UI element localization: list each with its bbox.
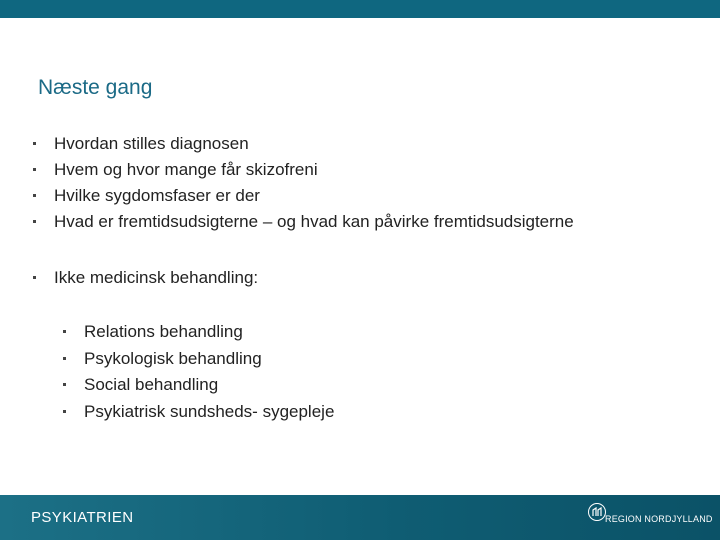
bullet-list-2 (33, 265, 258, 291)
sub-bullet-item (63, 399, 334, 426)
bullet-text: Hvordan stilles diagnosen (54, 134, 249, 153)
sub-bullet-item (63, 319, 334, 346)
top-bar (0, 0, 720, 18)
slide-title: Næste gang (38, 76, 153, 99)
bullet-dot-icon (33, 168, 36, 171)
bullet-dot-icon (33, 194, 36, 197)
sub-bullet-text: Social behandling (84, 375, 219, 394)
bullet-dot-icon (63, 410, 66, 413)
bullet-text: Hvilke sygdomsfaser er der (54, 186, 260, 205)
bullet-item (33, 157, 574, 183)
region-nordjylland-logo: REGION NORDJYLLAND (605, 514, 713, 524)
bullet-dot-icon (33, 220, 36, 223)
footer-bar (0, 495, 720, 540)
bullet-item (33, 265, 258, 291)
bullet-text: Hvem og hvor mange får skizofreni (54, 160, 318, 179)
bullet-text: Hvad er fremtidsudsigterne – og hvad kan påvirke fremtidsudsigterne (54, 212, 574, 231)
bullet-dot-icon (63, 330, 66, 333)
bullet-dot-icon (63, 383, 66, 386)
bullet-dot-icon (33, 142, 36, 145)
region-logo-icon (588, 503, 606, 521)
psykiatrien-logo: PSYKIATRIEN (31, 509, 134, 526)
sub-bullet-item (63, 346, 334, 373)
bullet-item (33, 131, 574, 157)
sub-bullet-text: Relations behandling (84, 322, 243, 341)
bullet-list (33, 131, 574, 235)
bullet-text: Ikke medicinsk behandling: (54, 268, 259, 287)
bullet-dot-icon (63, 357, 66, 360)
sub-bullet-list (63, 319, 334, 425)
sub-bullet-text: Psykiatrisk sundsheds- sygepleje (84, 401, 335, 421)
bullet-item (33, 183, 574, 209)
bullet-dot-icon (33, 276, 36, 279)
bullet-item (33, 209, 574, 235)
sub-bullet-item (63, 372, 334, 399)
sub-bullet-text: Psykologisk behandling (84, 348, 262, 368)
